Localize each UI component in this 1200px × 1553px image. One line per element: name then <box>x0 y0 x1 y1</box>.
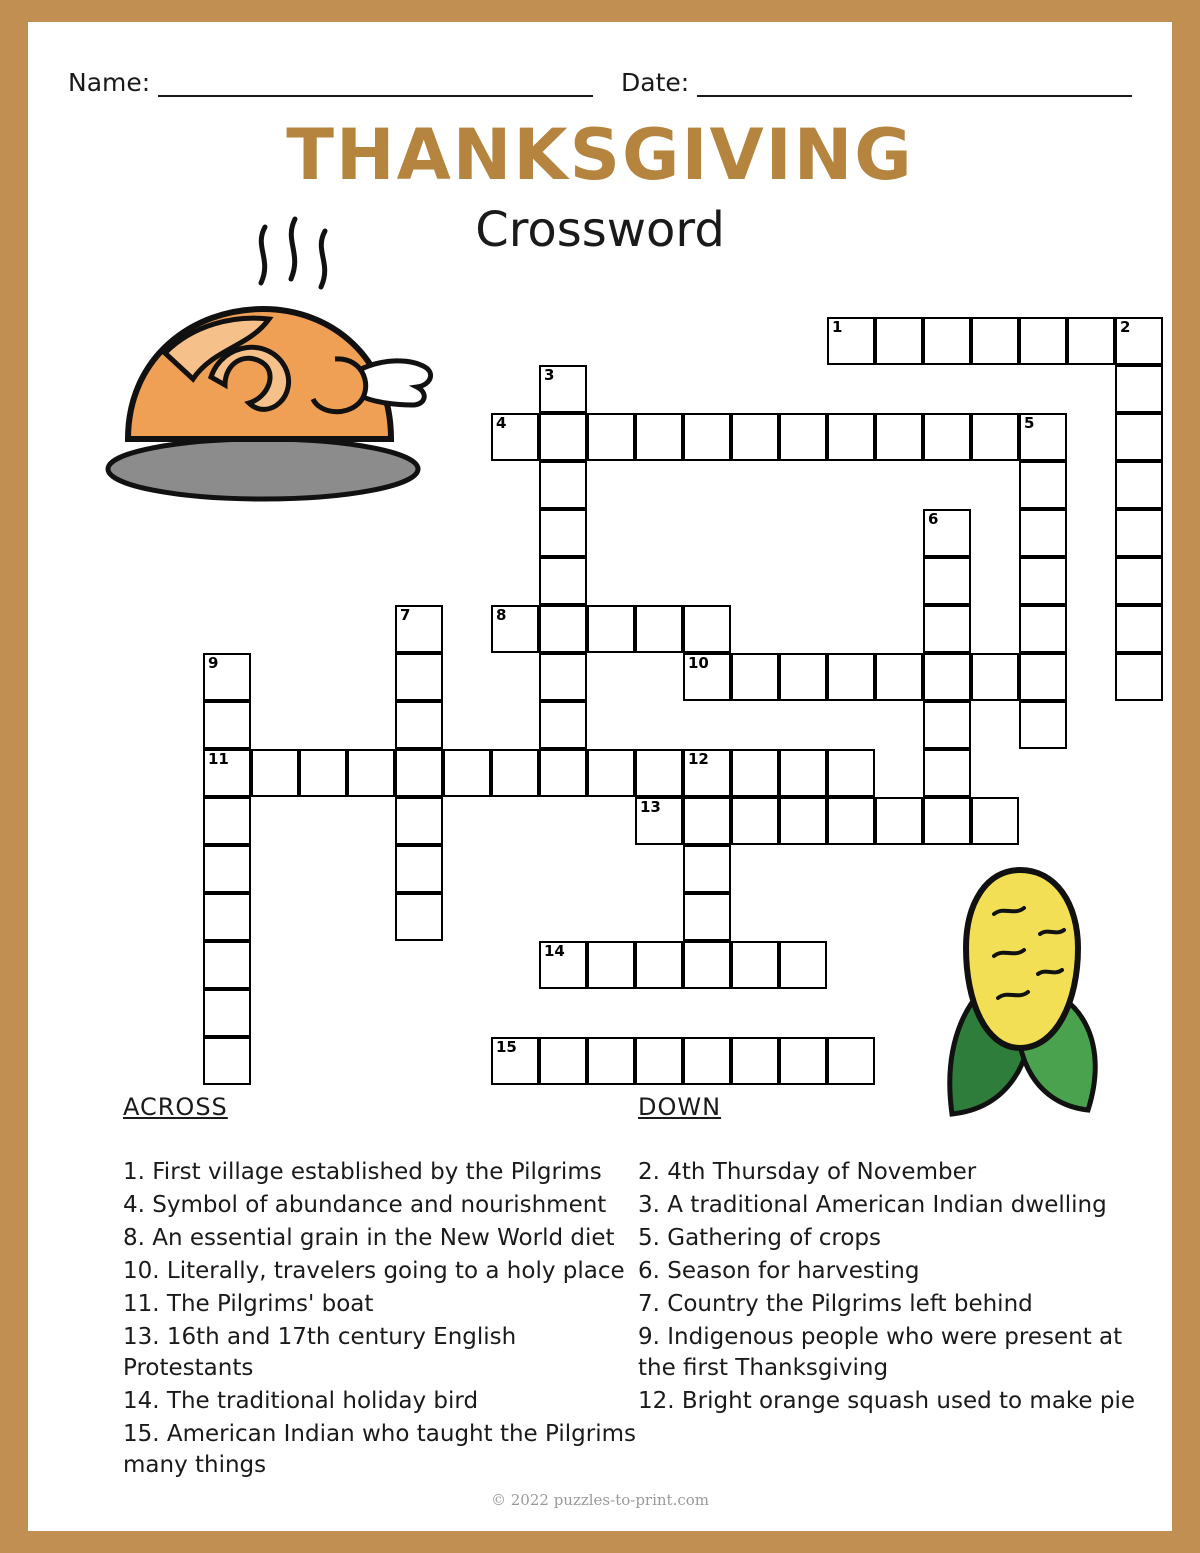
grid-cell[interactable] <box>539 509 587 557</box>
cell-number: 10 <box>688 654 709 672</box>
grid-cell[interactable] <box>539 461 587 509</box>
grid-cell[interactable] <box>923 557 971 605</box>
grid-cell[interactable] <box>587 1037 635 1085</box>
down-clue: 6. Season for harvesting <box>638 1258 920 1284</box>
down-clue: 7. Country the Pilgrims left behind <box>638 1291 1033 1317</box>
grid-cell[interactable] <box>1115 413 1163 461</box>
grid-cell[interactable] <box>587 605 635 653</box>
across-clue: 10. Literally, travelers going to a holy place <box>123 1258 625 1284</box>
grid-cell[interactable] <box>827 749 875 797</box>
grid-cell[interactable] <box>731 941 779 989</box>
grid-cell[interactable] <box>1115 317 1163 365</box>
cell-number: 4 <box>496 414 507 432</box>
grid-cell[interactable] <box>491 1037 539 1085</box>
grid-cell[interactable] <box>539 941 587 989</box>
grid-cell[interactable] <box>635 797 683 845</box>
grid-cell[interactable] <box>683 797 731 845</box>
grid-cell[interactable] <box>203 701 251 749</box>
cell-number: 12 <box>688 750 709 768</box>
down-heading: DOWN <box>638 1093 722 1121</box>
down-clue: 9. Indigenous people who were present at the first Thanksgiving <box>638 1324 1123 1381</box>
grid-cell[interactable] <box>1067 317 1115 365</box>
grid-cell[interactable] <box>827 797 875 845</box>
cell-number: 3 <box>544 366 555 384</box>
clues-section <box>88 1092 1136 1492</box>
grid-cell[interactable] <box>1115 557 1163 605</box>
grid-cell[interactable] <box>923 509 971 557</box>
grid-cell[interactable] <box>347 749 395 797</box>
grid-cell[interactable] <box>635 1037 683 1085</box>
grid-cell[interactable] <box>539 1037 587 1085</box>
across-column <box>123 1092 643 1483</box>
grid-cell[interactable] <box>1115 461 1163 509</box>
down-clue: 3. A traditional American Indian dwelling <box>638 1192 1107 1218</box>
grid-cell[interactable] <box>683 941 731 989</box>
across-clue: 4. Symbol of abundance and nourishment <box>123 1192 607 1218</box>
grid-cell[interactable] <box>1019 653 1067 701</box>
grid-cell[interactable] <box>1019 605 1067 653</box>
grid-cell[interactable] <box>971 413 1019 461</box>
grid-cell[interactable] <box>395 749 443 797</box>
grid-cell[interactable] <box>203 797 251 845</box>
across-clue: 15. American Indian who taught the Pilgrims many things <box>123 1421 636 1478</box>
grid-cell[interactable] <box>1019 701 1067 749</box>
grid-cell[interactable] <box>395 845 443 893</box>
grid-cell[interactable] <box>203 893 251 941</box>
across-clue: 1. First village established by the Pilgrims <box>123 1159 602 1185</box>
grid-cell[interactable] <box>683 845 731 893</box>
grid-cell[interactable] <box>779 797 827 845</box>
grid-cell[interactable] <box>539 413 587 461</box>
down-clue: 12. Bright orange squash used to make pie <box>638 1388 1136 1414</box>
grid-cell[interactable] <box>491 605 539 653</box>
copyright-footer: © 2022 puzzles-to-print.com <box>490 1491 710 1509</box>
cell-number: 11 <box>208 750 229 768</box>
grid-cell[interactable] <box>923 605 971 653</box>
grid-cell[interactable] <box>203 989 251 1037</box>
grid-cell[interactable] <box>635 413 683 461</box>
grid-cell[interactable] <box>875 797 923 845</box>
grid-cell[interactable] <box>491 749 539 797</box>
grid-cell[interactable] <box>539 605 587 653</box>
grid-cell[interactable] <box>395 797 443 845</box>
across-clue: 14. The traditional holiday bird <box>123 1388 479 1414</box>
grid-cell[interactable] <box>1019 413 1067 461</box>
grid-cell[interactable] <box>395 653 443 701</box>
grid-cell[interactable] <box>971 317 1019 365</box>
cell-number: 9 <box>208 654 219 672</box>
grid-cell[interactable] <box>1115 365 1163 413</box>
grid-cell[interactable] <box>923 701 971 749</box>
grid-cell[interactable] <box>443 749 491 797</box>
grid-cell[interactable] <box>683 893 731 941</box>
grid-cell[interactable] <box>635 605 683 653</box>
across-clue: 11. The Pilgrims' boat <box>123 1291 374 1317</box>
grid-cell[interactable] <box>875 317 923 365</box>
grid-cell[interactable] <box>539 365 587 413</box>
page-subtitle: Crossword <box>475 202 725 258</box>
grid-cell[interactable] <box>779 653 827 701</box>
grid-cell[interactable] <box>635 941 683 989</box>
cell-number: 2 <box>1120 318 1131 336</box>
grid-cell[interactable] <box>539 701 587 749</box>
grid-cell[interactable] <box>779 413 827 461</box>
grid-cell[interactable] <box>539 557 587 605</box>
name-label: Name: <box>68 68 151 97</box>
across-heading: ACROSS <box>123 1093 228 1121</box>
grid-cell[interactable] <box>875 653 923 701</box>
grid-cell[interactable] <box>827 317 875 365</box>
worksheet-page <box>28 22 1172 1531</box>
cell-number: 6 <box>928 510 939 528</box>
grid-cell[interactable] <box>683 605 731 653</box>
grid-cell[interactable] <box>1019 317 1067 365</box>
grid-cell[interactable] <box>203 1037 251 1085</box>
grid-cell[interactable] <box>491 413 539 461</box>
grid-cell[interactable] <box>683 749 731 797</box>
grid-cell[interactable] <box>1115 605 1163 653</box>
grid-cell[interactable] <box>779 941 827 989</box>
across-clue: 13. 16th and 17th century English Protestants <box>123 1324 517 1381</box>
cell-number: 5 <box>1024 414 1035 432</box>
grid-cell[interactable] <box>731 653 779 701</box>
grid-cell[interactable] <box>683 413 731 461</box>
grid-cell[interactable] <box>923 797 971 845</box>
grid-cell[interactable] <box>395 605 443 653</box>
grid-cell[interactable] <box>779 749 827 797</box>
grid-cell[interactable] <box>587 413 635 461</box>
page-title: THANKSGIVING <box>286 114 914 196</box>
grid-cell[interactable] <box>827 653 875 701</box>
grid-cell[interactable] <box>1019 461 1067 509</box>
grid-cell[interactable] <box>1115 653 1163 701</box>
cell-number: 14 <box>544 942 565 960</box>
grid-cell[interactable] <box>203 845 251 893</box>
grid-cell[interactable] <box>251 749 299 797</box>
grid-cell[interactable] <box>827 413 875 461</box>
down-clue: 5. Gathering of crops <box>638 1225 881 1251</box>
grid-cell[interactable] <box>923 749 971 797</box>
grid-cell[interactable] <box>203 653 251 701</box>
grid-cell[interactable] <box>731 797 779 845</box>
grid-cell[interactable] <box>731 413 779 461</box>
grid-cell[interactable] <box>395 701 443 749</box>
grid-cell[interactable] <box>731 749 779 797</box>
grid-cell[interactable] <box>971 653 1019 701</box>
down-clue: 2. 4th Thursday of November <box>638 1159 977 1185</box>
cell-number: 8 <box>496 606 507 624</box>
grid-cell[interactable] <box>683 653 731 701</box>
grid-cell[interactable] <box>203 941 251 989</box>
grid-cell[interactable] <box>971 797 1019 845</box>
grid-cell[interactable] <box>827 1037 875 1085</box>
grid-cell[interactable] <box>539 749 587 797</box>
grid-cell[interactable] <box>1019 509 1067 557</box>
grid-cell[interactable] <box>203 749 251 797</box>
grid-cell[interactable] <box>731 1037 779 1085</box>
grid-cell[interactable] <box>587 941 635 989</box>
grid-cell[interactable] <box>299 749 347 797</box>
grid-cell[interactable] <box>395 893 443 941</box>
grid-cell[interactable] <box>539 653 587 701</box>
grid-cell[interactable] <box>635 749 683 797</box>
cell-number: 15 <box>496 1038 517 1056</box>
down-column <box>638 1092 1138 1419</box>
across-clue: 8. An essential grain in the New World diet <box>123 1225 615 1251</box>
grid-cell[interactable] <box>1019 557 1067 605</box>
grid-cell[interactable] <box>779 1037 827 1085</box>
grid-cell[interactable] <box>683 1037 731 1085</box>
grid-cell[interactable] <box>587 749 635 797</box>
date-label: Date: <box>621 68 690 97</box>
grid-cell[interactable] <box>923 413 971 461</box>
crossword-grid[interactable] <box>28 22 1172 1122</box>
grid-cell[interactable] <box>923 653 971 701</box>
cell-number: 1 <box>832 318 843 336</box>
grid-cell[interactable] <box>1115 509 1163 557</box>
cell-number: 7 <box>400 606 411 624</box>
grid-cell[interactable] <box>875 413 923 461</box>
grid-cell[interactable] <box>923 317 971 365</box>
cell-number: 13 <box>640 798 661 816</box>
